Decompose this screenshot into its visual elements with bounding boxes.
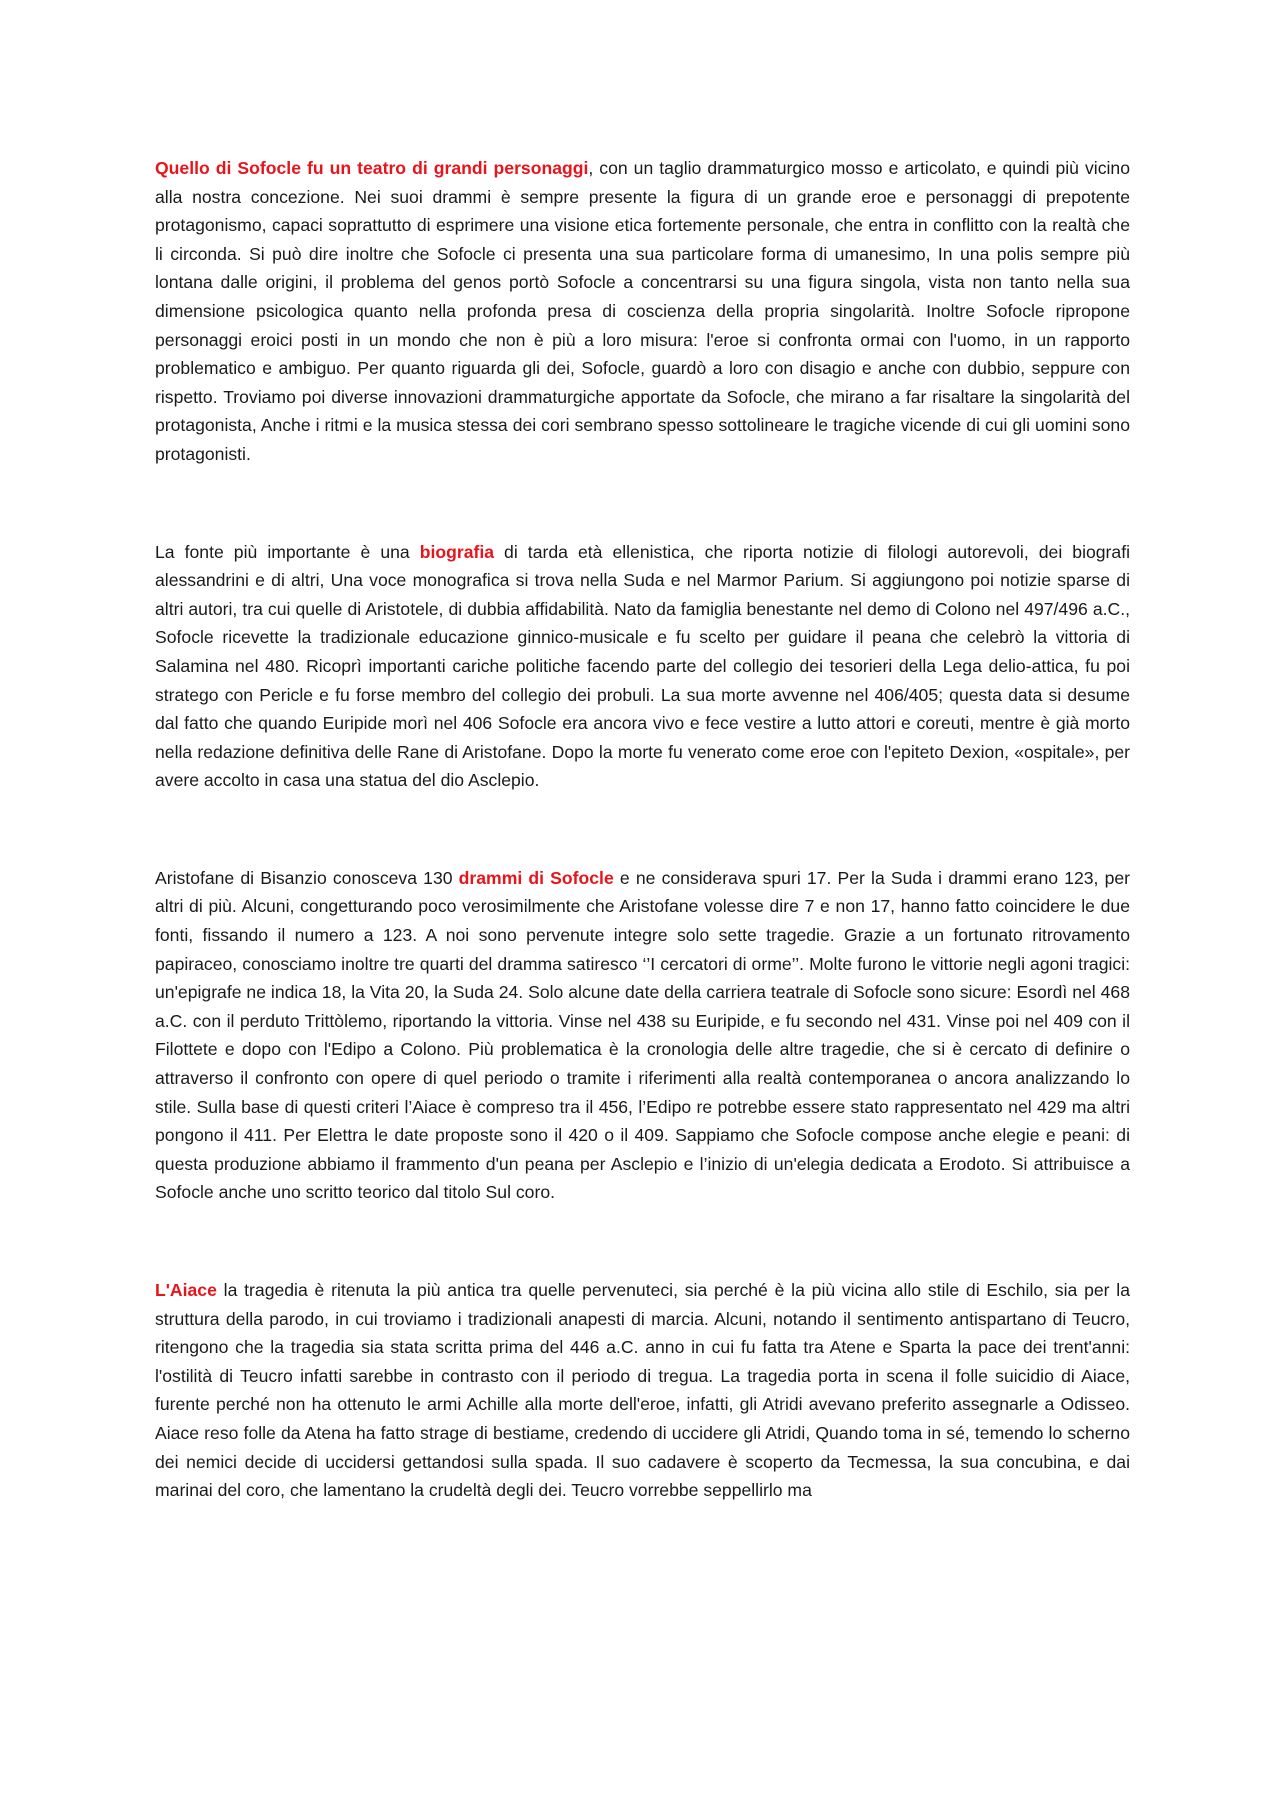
paragraph-teatro bbox=[155, 154, 1130, 469]
paragraph-biografia bbox=[155, 538, 1130, 795]
paragraph-biografia-before: La fonte più importante è una bbox=[155, 541, 420, 562]
paragraph-aiace-text: la tragedia è ritenuta la più antica tra quelle pervenuteci, sia perché è la più vicina allo stile di Eschilo, sia per la struttura della parodo, in cui troviamo i tradizionali anapesti di marcia. Alcuni, notando il sentimento antispartano di Teucro, ritengono che la tragedia sia stata scritta prima del 446 a.C. anno in cui fu fatta tra Atene e Sparta la pace dei trent'anni: l'ostilità di Teucro infatti sarebbe in contrasto con il periodo di tregua. La tragedia porta in scena il folle suicidio di Aiace, furente perché non ha ottenuto le armi Achille alla morte dell'eroe, infatti, gli Atridi avevano preferito assegnarle a Odisseo. Aiace reso folle da Atena ha fatto strage di bestiame, credendo di uccidere gli Atridi, Quando toma in sé, temendo lo scherno dei nemici decide di uccidersi gettandosi sulla spada. Il suo cadavere è scoperto da Tecmessa, la sua concubina, e dai marinai del coro, che lamentano la crudeltà degli dei. Teucro vorrebbe seppellirlo ma bbox=[155, 1280, 1130, 1501]
paragraph-aiace bbox=[155, 1276, 1130, 1505]
paragraph-teatro-text: , con un taglio drammaturgico mosso e articolato, e quindi più vicino alla nostra concezione. Nei suoi drammi è sempre presente la figura di un grande eroe e personaggi di prepotente protagonismo, capaci soprattutto di esprimere una visione etica fortemente personale, che entra in conflitto con la realtà che li circonda. Si può dire inoltre che Sofocle ci presenta una sua particolare forma di umanesimo, In una polis sempre più lontana dalle origini, il problema del genos portò Sofocle a concentrarsi su una figura singola, vista non tanto nella sua dimensione psicologica quanto nella profonda presa di coscienza della propria singolarità. Inoltre Sofocle ripropone personaggi eroici posti in un mondo che non è più a loro misura: l'eroe si confronta ormai con l'uomo, in un rapporto problematico e ambiguo. Per quanto riguarda gli dei, Sofocle, guardò a loro con disagio e anche con dubbio, seppure con rispetto. Troviamo poi diverse innovazioni drammaturgiche apportate da Sofocle, che mirano a far risaltare la singolarità del protagonista, Anche i ritmi e la musica stessa dei cori sembrano spesso sottolineare le tragiche vicende di cui gli uomini sono protagonisti. bbox=[155, 158, 1130, 464]
document-page bbox=[155, 154, 1130, 1505]
paragraph-biografia-text: di tarda età ellenistica, che riporta notizie di filologi autorevoli, dei biografi alessandrini e di altri, Una voce monografica si trova nella Suda e nel Marmor Parium. Si aggiungono poi notizie sparse di altri autori, tra cui quelle di Aristotele, di dubbia affidabilità. Nato da famiglia benestante nel demo di Colono nel 497/496 a.C., Sofocle ricevette la tradizionale educazione ginnico-musicale e fu scelto per guidare il peana che celebrò la vittoria di Salamina nel 480. Ricoprì importanti cariche politiche facendo parte del collegio dei tesorieri della Lega delio-attica, fu poi stratego con Pericle e fu forse membro del collegio dei probuli. La sua morte avvenne nel 406/405; questa data si desume dal fatto che quando Euripide morì nel 406 Sofocle era ancora vivo e fece vestire a lutto attori e coreuti, mentre è già morto nella redazione definitiva delle Rane di Aristofane. Dopo la morte fu venerato come eroe con l'epiteto Dexion, «ospitale», per avere accolto in casa una statua del dio Asclepio. bbox=[155, 541, 1130, 791]
highlight-grandi-personaggi: Quello di Sofocle fu un teatro di grandi personaggi bbox=[155, 158, 589, 178]
paragraph-drammi-before: Aristofane di Bisanzio conosceva 130 bbox=[155, 867, 459, 888]
paragraph-drammi bbox=[155, 864, 1130, 1207]
paragraph-drammi-text: e ne considerava spuri 17. Per la Suda i drammi erano 123, per altri di più. Alcuni, congetturando poco verosimilmente che Aristofane volesse dire 7 e non 17, hanno fatto coincidere le due fonti, fissando il numero a 123. A noi sono pervenute integre solo sette tragedie. Grazie a un fortunato ritrovamento papiraceo, conosciamo inoltre tre quarti del dramma satiresco ‘’I cercatori di orme’’. Molte furono le vittorie negli agoni tragici: un'epigrafe ne indica 18, la Vita 20, la Suda 24. Solo alcune date della carriera teatrale di Sofocle sono sicure: Esordì nel 468 a.C. con il perduto Trittòlemo, riportando la vittoria. Vinse nel 438 su Euripide, e fu secondo nel 431. Vinse poi nel 409 con il Filottete e dopo con l'Edipo a Colono. Più problematica è la cronologia delle altre tragedie, che si è cercato di definire o attraverso il confronto con opere di quel periodo o tramite i riferimenti alla realtà contemporanea o ancora analizzando lo stile. Sulla base di questi criteri l’Aiace è compreso tra il 456, l’Edipo re potrebbe essere stato rappresentato nel 429 ma altri pongono il 411. Per Elettra le date proposte sono il 420 o il 409. Sappiamo che Sofocle compose anche elegie e peani: di questa produzione abbiamo il frammento d'un peana per Asclepio e l’inizio di un'elegia dedicata a Erodoto. Si attribuisce a Sofocle anche uno scritto teorico dal titolo Sul coro. bbox=[155, 867, 1130, 1203]
highlight-aiace: L'Aiace bbox=[155, 1280, 217, 1300]
highlight-drammi-di-sofocle: drammi di Sofocle bbox=[458, 867, 614, 888]
highlight-biografia: biografia bbox=[419, 541, 495, 562]
